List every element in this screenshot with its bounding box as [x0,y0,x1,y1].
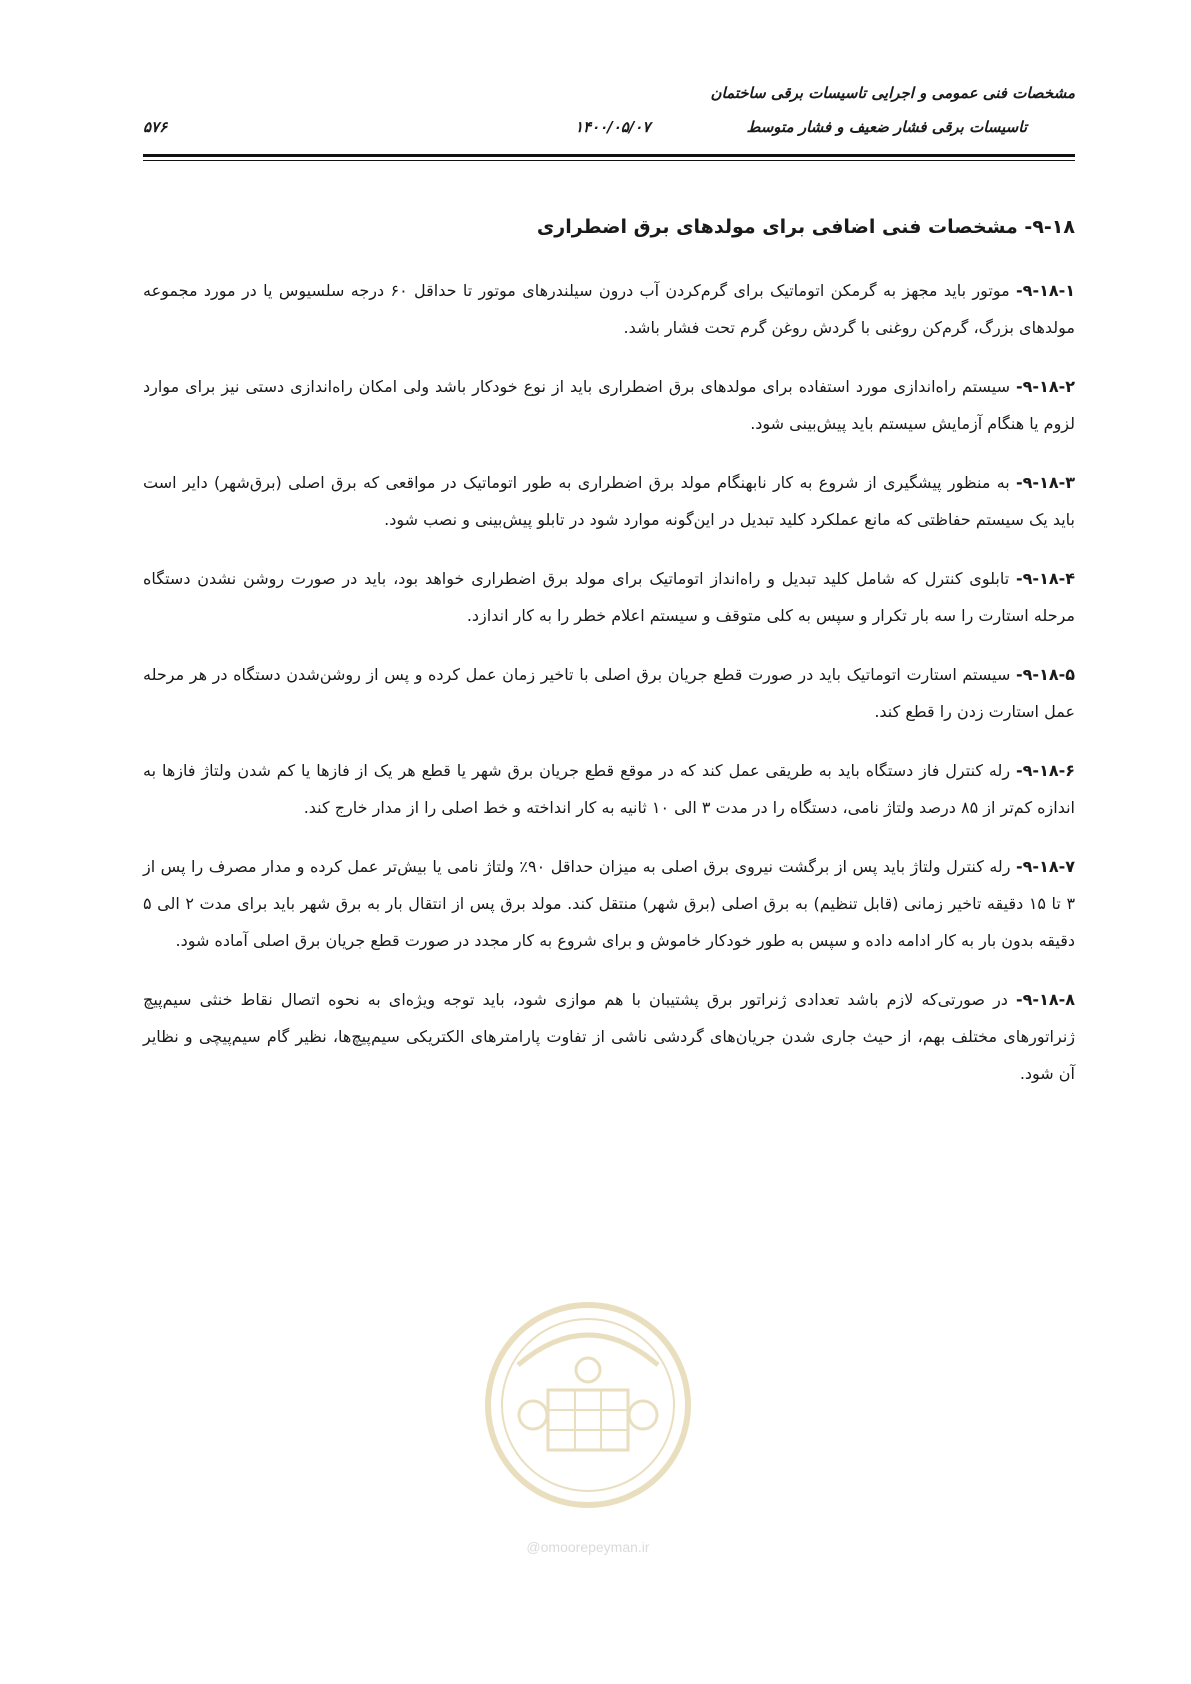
watermark-url: @omoorepeyman.ir [526,1539,650,1555]
page-number: ۵۷۶ [143,118,168,136]
header-rule-thin [143,160,1075,161]
paragraph-1 [143,272,1075,346]
section-heading: ۹-۱۸- مشخصات فنی اضافی برای مولدهای برق اضطراری [536,216,1075,238]
paragraph-text: به منظور پیشگیری از شروع به کار نابهنگام مولد برق اضطراری به طور اتوماتیک در مواقعی که برق اصلی (برق‌شهر) دایر است باید یک سیستم حفاظتی که مانع عملکرد کلید تبدیل در این‌گونه موارد شود در تابلو پیش‌بینی و نصب شود. [143,473,1075,529]
paragraph-text: سیستم استارت اتوماتیک باید در صورت قطع جریان برق اصلی با تاخیر زمان عمل کرده و پس از روشن‌شدن دستگاه در هر مرحله عمل استارت زدن را قطع کند. [143,665,1075,721]
paragraph-8 [143,981,1075,1092]
header-date: ۱۴۰۰/۰۵/۰۷ [575,118,651,136]
paragraph-6 [143,752,1075,826]
header-subtitle: تاسیسات برقی فشار ضعیف و فشار متوسط [746,118,1027,136]
paragraph-text: موتور باید مجهز به گرمکن اتوماتیک برای گرم‌کردن آب درون سیلندرهای موتور تا حداقل ۶۰ درجه سلسیوس یا در مورد مجموعه مولدهای بزرگ، گرم‌کن روغنی با گردش روغن گرم تحت فشار باشد. [143,281,1075,337]
paragraph-text: سیستم راه‌اندازی مورد استفاده برای مولدهای برق اضطراری باید از نوع خودکار باشد ولی امکان راه‌اندازی دستی نیز برای موارد لزوم یا هنگام آزمایش سیستم باید پیش‌بینی شود. [143,377,1075,433]
paragraph-number: ۹-۱۸-۴- [1016,569,1075,588]
paragraph-text: رله کنترل ولتاژ باید پس از برگشت نیروی برق اصلی به میزان حداقل ۹۰٪ ولتاژ نامی یا بیش‌تر عمل کرده و مدار مصرف را پس از ۳ تا ۱۵ دقیقه تاخیر زمانی (قابل تنظیم) به برق اصلی (برق شهر) منتقل کند. مولد برق پس از انتقال بار به برق شهر باید برای مدت ۲ الی ۵ دقیقه بدون بار به کار ادامه داده و سپس به طور خودکار خاموش و برای شروع به کار مجدد در صورت قطع جریان برق اصلی آماده شود. [143,857,1076,950]
header-row [143,118,1075,142]
paragraph-number: ۹-۱۸-۶- [1016,761,1075,780]
paragraph-number: ۹-۱۸-۱- [1016,281,1076,300]
paragraph-number: ۹-۱۸-۵- [1016,665,1075,684]
paragraph-text: تابلوی کنترل که شامل کلید تبدیل و راه‌انداز اتوماتیک برای مولد برق اضطراری خواهد بود، باید در صورت روشن نشدن دستگاه مرحله استارت را سه بار تکرار و سپس به کلی متوقف و سیستم اعلام خطر را به کار اندازد. [143,569,1075,625]
main-content [143,212,1075,1114]
watermark-seal [478,1295,698,1555]
paragraph-number: ۹-۱۸-۷- [1016,857,1075,876]
watermark-seal-icon [478,1295,698,1525]
header-title: مشخصات فنی عمومی و اجرایی تاسیسات برقی ساختمان [710,84,1075,102]
header-rule-thick [143,154,1075,157]
paragraph-7 [143,848,1075,959]
paragraph-5 [143,656,1075,730]
page-header [143,80,1075,160]
paragraph-number: ۹-۱۸-۳- [1016,473,1075,492]
paragraph-4 [143,560,1075,634]
paragraph-number: ۹-۱۸-۲- [1016,377,1075,396]
paragraph-text: در صورتی‌که لازم باشد تعدادی ژنراتور برق پشتیبان با هم موازی شود، باید توجه ویژه‌ای به نحوه اتصال نقاط خنثی سیم‌پیچ ژنراتورهای مختلف بهم، از حیث جاری شدن جریان‌های گردشی ناشی از تفاوت پارامترهای الکتریکی سیم‌پیچ‌ها، نظیر گام سیم‌پیچی و نظایر آن شود. [143,990,1075,1083]
paragraph-number: ۹-۱۸-۸- [1016,990,1075,1009]
paragraph-2 [143,368,1075,442]
paragraph-text: رله کنترل فاز دستگاه باید به طریقی عمل کند که در موقع قطع جریان برق شهر یا قطع هر یک از فازها یا کم شدن ولتاژ فازها به اندازه کم‌تر از ۸۵ درصد ولتاژ نامی، دستگاه را در مدت ۳ الی ۱۰ ثانیه به کار انداخته و خط اصلی را از مدار خارج کند. [143,761,1075,817]
paragraph-3 [143,464,1075,538]
